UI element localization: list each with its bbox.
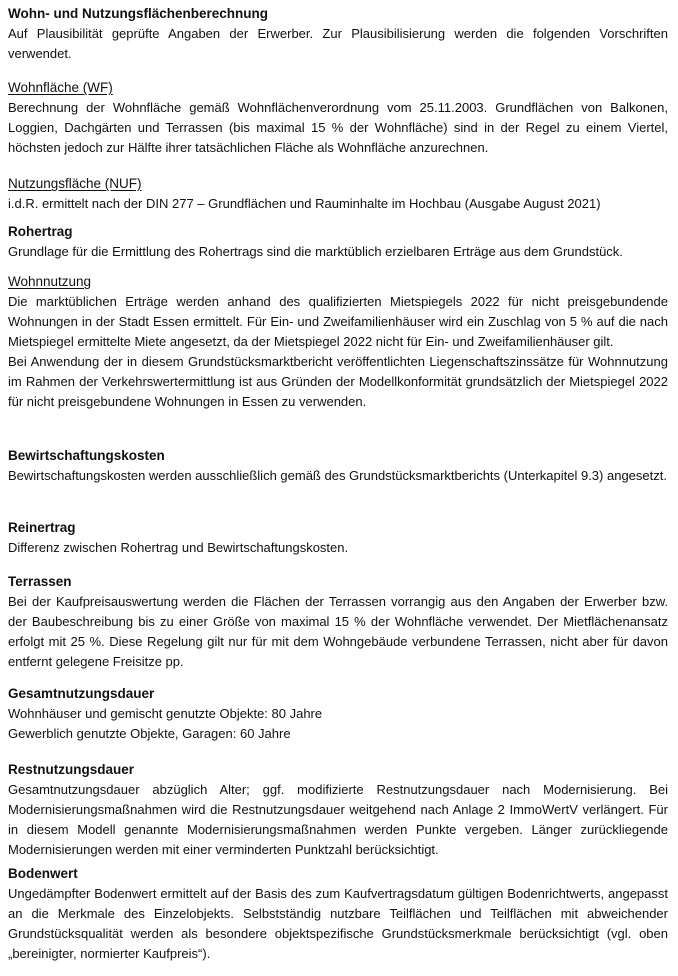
section-paragraph: Die marktüblichen Erträge werden anhand des qualifizierten Mietspiegels 2022 für nicht preisgebundende Wohnungen in der Stadt Essen ermittelt. Für Ein- und Zweifamilienhäuser wird ein Zuschlag von 5 % auf die nach Mietspiegel ermittelte Miete angesetzt, da der Mietspiegel 2022 nicht für Ein- und Zweifamilienhäuser gilt.: [8, 294, 668, 349]
section-paragraph: i.d.R. ermittelt nach der DIN 277 – Grundflächen und Rauminhalte im Hochbau (Ausgabe August 2021): [8, 196, 601, 211]
section-paragraph: Berechnung der Wohnfläche gemäß Wohnflächenverordnung vom 25.11.2003. Grundflächen von Balkonen, Loggien, Dachgärten und Terrassen (bis maximal 15 % der Wohnfläche) sind in der Regel zu einem Viertel, höchsten jedoch zur Hälfte ihrer tatsächlichen Fläche als Wohnfläche anzurechnen.: [8, 100, 668, 155]
section-paragraph: Bei Anwendung der in diesem Grundstücksmarktbericht veröffentlichten Liegenschaftszinssätze für Wohnnutzung im Rahmen der Verkehrswertermittlung ist aus Gründen der Modellkonformität grundsätzlich der Mietspiegel 2022 für nicht preisgebundene Wohnungen in Essen zu verwenden.: [8, 354, 668, 409]
section-heading: Reinertrag: [8, 520, 76, 535]
section-paragraph: Auf Plausibilität geprüfte Angaben der Erwerber. Zur Plausibilisierung werden die folgenden Vorschriften verwendet.: [8, 26, 668, 61]
section-paragraph: Wohnhäuser und gemischt genutzte Objekte: 80 Jahre: [8, 706, 323, 721]
section-terrassen: [8, 572, 668, 672]
section-bewirtschaftungskosten: [8, 446, 668, 486]
section-wohn-nutzungsflaeche: [8, 4, 668, 64]
section-paragraph: Gewerblich genutzte Objekte, Garagen: 60 Jahre: [8, 726, 291, 741]
section-wohnnutzung: [8, 272, 668, 412]
section-nutzungsflaeche: [8, 174, 668, 214]
section-bodenwert: [8, 864, 668, 964]
section-wohnflaeche: [8, 78, 668, 158]
section-rohertrag: [8, 222, 668, 262]
section-heading: Bewirtschaftungskosten: [8, 448, 165, 463]
section-heading: Bodenwert: [8, 866, 78, 881]
section-paragraph: Bei der Kaufpreisauswertung werden die Flächen der Terrassen vorrangig aus den Angaben der Erwerber bzw. der Baubeschreibung bis zu einer Größe von maximal 15 % der Wohnfläche verwendet. Der Mietflächenansatz erfolgt mit 25 %. Diese Regelung gilt nur für mit dem Wohngebäude verbundene Terrassen, nicht aber für davon entfernt gelegene Freisitze pp.: [8, 594, 668, 669]
section-heading: Restnutzungsdauer: [8, 762, 135, 777]
section-heading: Wohn- und Nutzungsflächenberechnung: [8, 6, 268, 21]
section-gesamtnutzungsdauer: [8, 684, 668, 744]
section-heading: Terrassen: [8, 574, 72, 589]
section-heading: Rohertrag: [8, 224, 73, 239]
section-paragraph: Differenz zwischen Rohertrag und Bewirtschaftungskosten.: [8, 540, 349, 555]
section-restnutzungsdauer: [8, 760, 668, 860]
section-paragraph: Bewirtschaftungskosten werden ausschließlich gemäß des Grundstücksmarktberichts (Unterkapitel 9.3) angesetzt.: [8, 468, 667, 483]
section-paragraph: Grundlage für die Ermittlung des Rohertrags sind die marktüblich erzielbaren Erträge aus dem Grundstück.: [8, 244, 623, 259]
subsection-heading: Nutzungsfläche (NUF): [8, 176, 142, 191]
section-paragraph: Gesamtnutzungsdauer abzüglich Alter; ggf. modifizierte Restnutzungsdauer nach Modernisierung. Bei Modernisierungsmaßnahmen wird die Restnutzungsdauer weitgehend nach Anlage 2 ImmoWertV verlängert. Für in diesem Modell genannte Modernisierungsmaßnahmen werden Punkte vergeben. Länger zurückliegende Modernisierungen werden mit einer verminderten Punktzahl berücksichtigt.: [8, 782, 668, 857]
subsection-heading: Wohnnutzung: [8, 274, 92, 289]
section-reinertrag: [8, 518, 668, 558]
section-paragraph: Ungedämpfter Bodenwert ermittelt auf der Basis des zum Kaufvertragsdatum gültigen Bodenrichtwerts, angepasst an die Merkmale des Einzelobjekts. Selbstständig nutzbare Teilflächen und Teilflächen mit abweichender Grundstücksqualität werden als besondere objektspezifische Grundstücksmerkmale berücksichtigt (vgl. oben „bereinigter, normierter Kaufpreis“).: [8, 886, 668, 961]
subsection-heading: Wohnfläche (WF): [8, 80, 113, 95]
section-heading: Gesamtnutzungsdauer: [8, 686, 155, 701]
